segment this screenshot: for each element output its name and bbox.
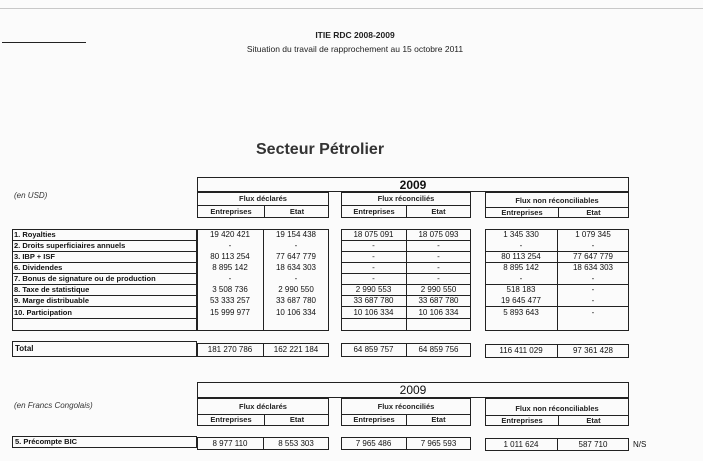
table-cell: -	[519, 274, 523, 283]
row-label-participation: 10. Participation	[14, 308, 72, 317]
group-unreconcilable-label: Flux non réconciliables	[515, 196, 599, 205]
subcol-unreconcilable-entreprises-fc: Entreprises	[501, 416, 543, 425]
bic-label-box	[12, 436, 197, 448]
table-cell: 80 113 254	[501, 252, 541, 261]
year-label-fc: 2009	[399, 383, 427, 397]
table-cell: 3 508 736	[212, 285, 248, 294]
subcol-declared-entreprises: Entreprises	[210, 207, 252, 216]
table-cell: -	[228, 274, 232, 283]
table-cell: -	[294, 241, 298, 250]
bic-note: N/S	[633, 440, 647, 449]
table-cell: -	[294, 274, 298, 283]
table-cell: -	[591, 296, 595, 305]
row-label-dividendes: 6. Dividendes	[14, 263, 63, 272]
table-cell: -	[437, 274, 440, 283]
unit-label-usd: (en USD)	[14, 191, 48, 200]
group-unreconcilable-fc	[485, 398, 629, 426]
table-cell: 10 106 334	[353, 308, 394, 317]
page-top-rule	[0, 8, 703, 9]
table-cell: -	[437, 241, 440, 250]
table-cell: -	[519, 241, 523, 250]
row-label-ibp: 3. IBP + ISF	[14, 252, 55, 261]
group-declared-label: Flux déclarés	[239, 194, 287, 203]
table-cell: 8 895 142	[212, 263, 248, 272]
total-cell: 116 411 029	[499, 346, 543, 355]
table-cell: -	[437, 263, 440, 272]
table-cell: -	[372, 241, 375, 250]
group-reconciled-label-fc: Flux réconciliés	[377, 402, 435, 411]
table-cell: -	[228, 241, 232, 250]
row-label-taxe: 8. Taxe de statistique	[14, 285, 90, 294]
row-label-bonus: 7. Bonus de signature ou de production	[14, 274, 156, 283]
subcol-declared-etat: Etat	[289, 207, 305, 216]
table-cell: -	[591, 274, 595, 283]
year-header-fc	[197, 382, 629, 398]
bic-cell: 8 553 303	[278, 439, 314, 448]
year-header-usd	[197, 177, 629, 192]
total-cell: 162 221 184	[273, 345, 319, 354]
subcol-reconciled-entreprises-fc: Entreprises	[353, 415, 395, 424]
total-cell: 64 859 756	[418, 345, 459, 354]
total-cell: 181 270 786	[207, 345, 253, 354]
subcol-unreconcilable-entreprises: Entreprises	[501, 208, 543, 217]
bic-cell: 7 965 593	[420, 439, 457, 448]
report-subtitle: Situation du travail de rapprochement au 15 octobre 2011	[246, 44, 464, 54]
subcol-reconciled-etat: Etat	[431, 207, 446, 216]
table-cell: -	[372, 263, 375, 272]
table-cell: 1 079 345	[575, 230, 611, 239]
table-cell: -	[591, 285, 595, 294]
row-label-droits: 2. Droits superficiaires annuels	[14, 241, 126, 250]
bic-cell: 1 011 624	[503, 440, 539, 449]
row-label-royalties: 1. Royalties	[14, 230, 56, 239]
table-cell: 2 990 553	[355, 285, 392, 294]
table-cell: -	[372, 252, 375, 261]
group-declared-fc	[197, 398, 329, 426]
table-cell: 2 990 550	[278, 285, 314, 294]
table-cell: 8 895 142	[503, 263, 539, 272]
table-cell: -	[372, 274, 375, 283]
bic-cell: 8 977 110	[212, 439, 248, 448]
subcol-unreconcilable-etat-fc: Etat	[586, 416, 601, 425]
bic-label: 5. Précompte BIC	[15, 437, 78, 446]
group-reconciled-fc	[341, 398, 471, 426]
group-reconciled-usd	[341, 192, 471, 218]
table-cell: -	[591, 308, 595, 317]
table-cell: 1 345 330	[503, 230, 539, 239]
subcol-declared-etat-fc: Etat	[289, 415, 305, 424]
group-declared-usd	[197, 192, 329, 218]
table-cell: -	[591, 241, 595, 250]
bic-cell: 7 965 486	[355, 439, 392, 448]
subcol-declared-entreprises-fc: Entreprises	[210, 415, 252, 424]
table-cell: -	[437, 252, 440, 261]
table-cell: 18 634 303	[275, 263, 317, 272]
table-cell: 10 106 334	[418, 308, 459, 317]
year-label-usd: 2009	[399, 178, 427, 192]
table-cell: 77 647 779	[275, 252, 317, 261]
group-unreconcilable-label-fc: Flux non réconciliables	[515, 404, 599, 413]
subcol-reconciled-entreprises: Entreprises	[353, 207, 395, 216]
table-cell: 18 634 303	[572, 263, 614, 272]
subcol-reconciled-etat-fc: Etat	[431, 415, 446, 424]
total-cell: 64 859 757	[353, 345, 394, 354]
table-cell: 33 687 780	[275, 296, 317, 305]
table-cell: 5 893 643	[503, 308, 539, 317]
table-cell: 33 687 780	[353, 296, 394, 305]
table-cell: 19 154 438	[275, 230, 317, 239]
total-cell: 97 361 428	[572, 346, 614, 355]
table-cell: 18 075 091	[353, 230, 394, 239]
total-label: Total	[15, 344, 34, 353]
table-cell: 10 106 334	[275, 308, 317, 317]
table-cell: 15 999 977	[209, 308, 251, 317]
table-cell: 33 687 780	[418, 296, 459, 305]
group-declared-label-fc: Flux déclarés	[239, 402, 287, 411]
unit-label-fc: (en Francs Congolais)	[14, 401, 93, 410]
total-label-box	[12, 341, 197, 357]
table-cell: 2 990 550	[420, 285, 457, 294]
sector-title: Secteur Pétrolier	[256, 141, 385, 158]
table-cell: 518 183	[506, 285, 536, 294]
row-label-marge: 9. Marge distribuable	[14, 296, 90, 305]
group-reconciled-label: Flux réconciliés	[377, 194, 435, 203]
bic-cell: 587 710	[578, 440, 608, 449]
header-underline	[2, 42, 86, 43]
table-cell: 80 113 254	[210, 252, 250, 261]
subcol-unreconcilable-etat: Etat	[586, 208, 601, 217]
table-cell: 18 075 093	[418, 230, 459, 239]
table-cell: 19 645 477	[500, 296, 542, 305]
group-unreconcilable-usd	[485, 192, 629, 218]
table-cell: 19 420 421	[209, 230, 251, 239]
table-cell: 77 647 779	[572, 252, 614, 261]
report-title: ITIE RDC 2008-2009	[315, 30, 395, 40]
table-cell: 53 333 257	[209, 296, 251, 305]
